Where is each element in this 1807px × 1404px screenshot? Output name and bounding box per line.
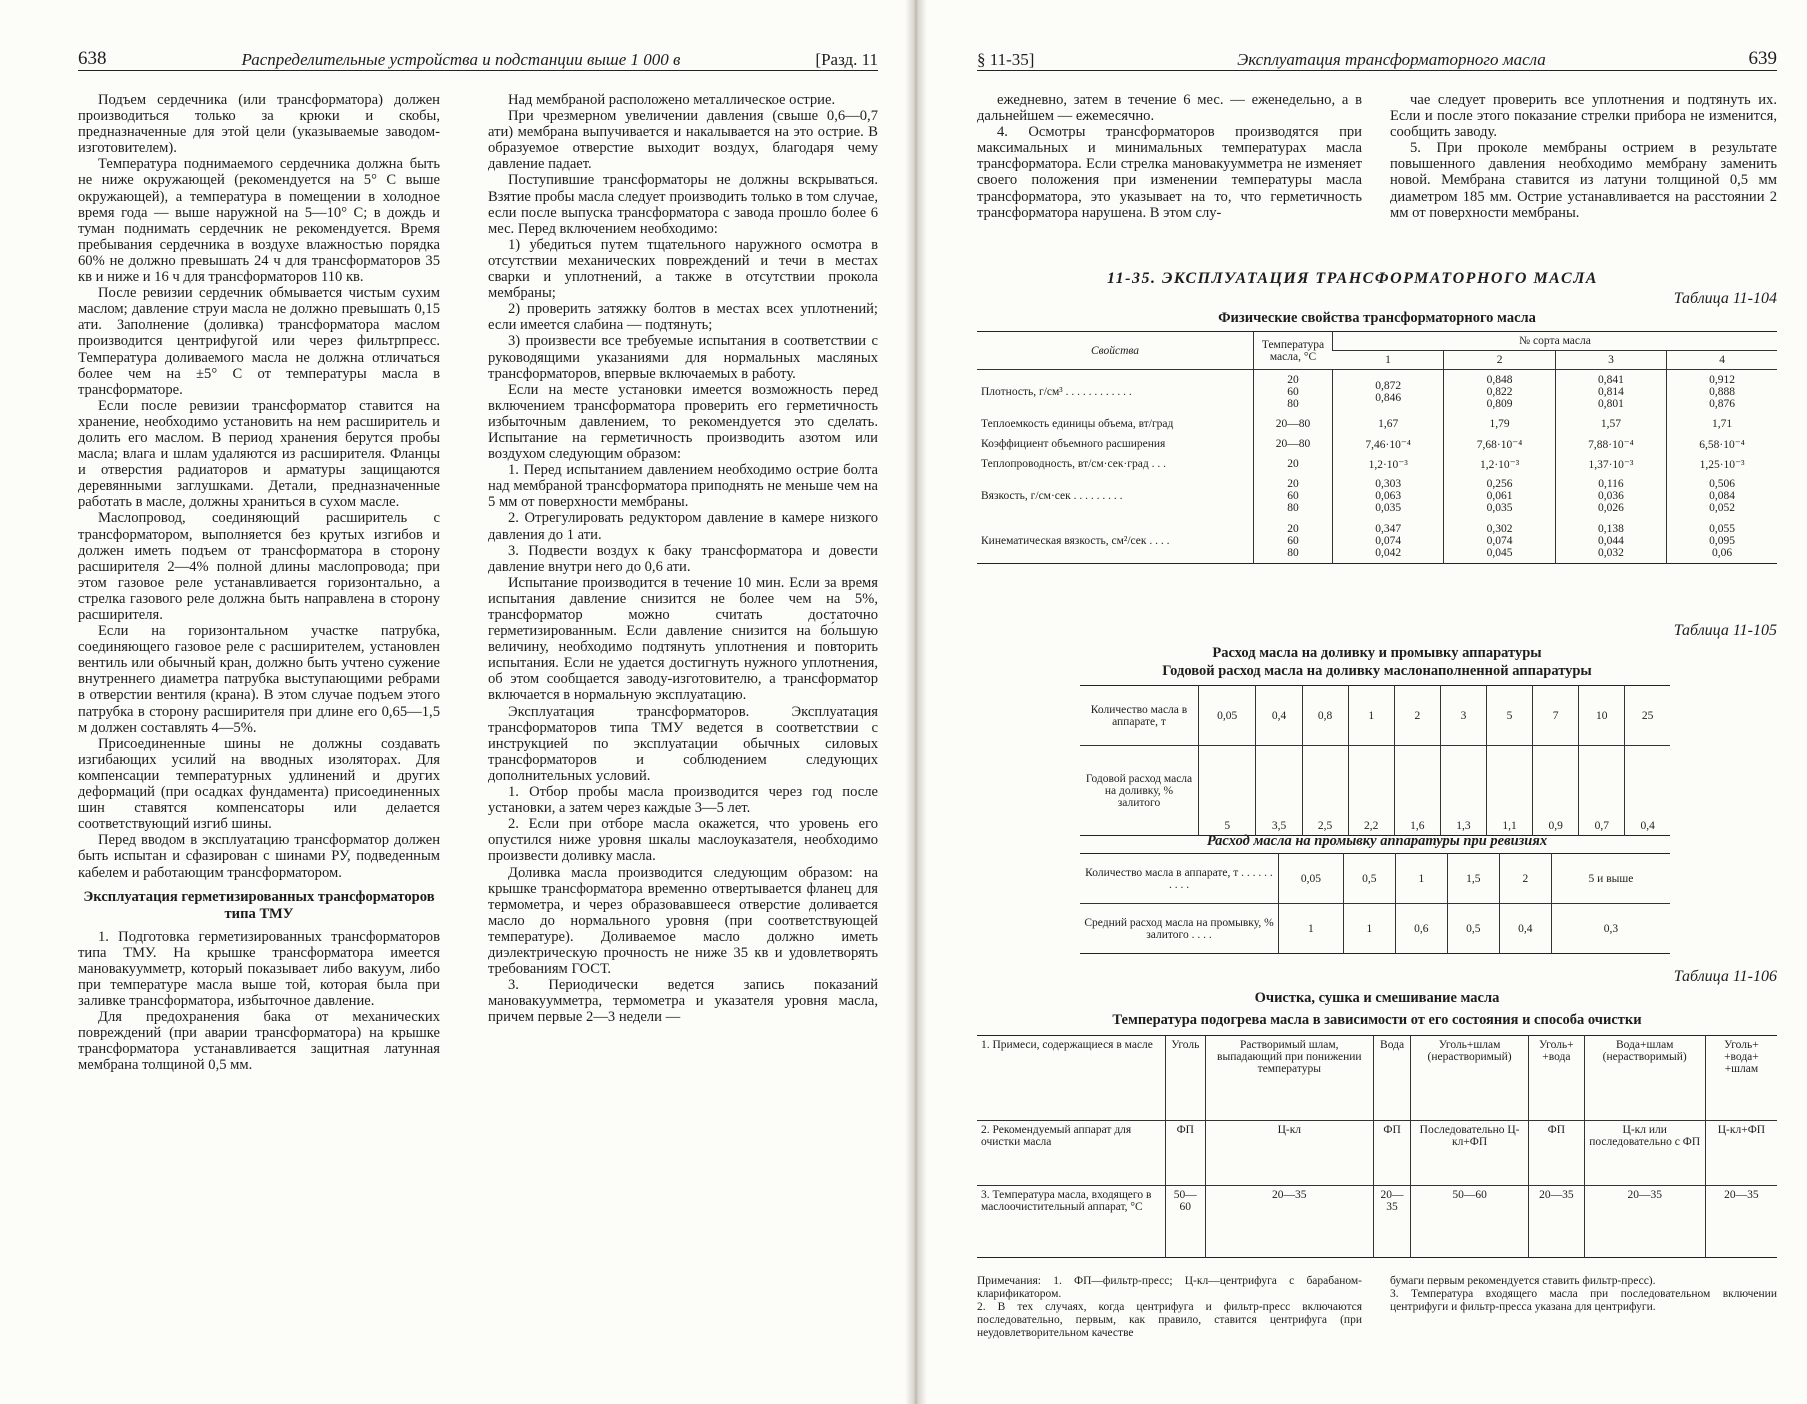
value-cell: 0,872 0,846 bbox=[1333, 370, 1444, 415]
section-ref: [Разд. 11 bbox=[815, 50, 878, 69]
table-physical-properties bbox=[977, 331, 1777, 564]
running-title: Эксплуатация трансформаторного масла bbox=[1237, 50, 1546, 69]
value-cell: Уголь+ +вода bbox=[1529, 1036, 1584, 1121]
row-label: Количество масла в аппарате, т . . . . . . . . . . bbox=[1085, 866, 1273, 891]
paragraph: 1. Подготовка герметизированных трансформаторов типа ТМУ. На крышке трансформатора имеется мановакуумметр, который показывает либо вакуум, либо при температуре масла выше той, которая была при заливке трансформатора, избыточное давление. bbox=[78, 928, 440, 1009]
table-notes-left bbox=[977, 1275, 1362, 1340]
table-row bbox=[977, 454, 1777, 474]
value-cell: 20—35 bbox=[1705, 1186, 1777, 1258]
value-cell: 20—35 bbox=[1205, 1186, 1373, 1258]
paragraph: 2. Отрегулировать редуктором давление в камере низкого давления до 1 ати. bbox=[488, 510, 878, 543]
table-caption: Таблица 11-105 bbox=[1673, 622, 1777, 639]
property-cell: Коэффициент объемного расширения bbox=[981, 437, 1166, 450]
value-cell: 0,4 bbox=[1256, 686, 1302, 746]
table-row bbox=[977, 1186, 1777, 1258]
value-cell: 3,5 bbox=[1256, 746, 1302, 836]
table-flushing bbox=[1080, 853, 1670, 954]
value-cell: 1,67 bbox=[1333, 415, 1444, 434]
value-cell: 0,9 bbox=[1533, 746, 1579, 836]
paragraph: 5. При проколе мембраны острием в результате повышенного давления необходимо мембрану заменить новой. Мембрана ставится из латуни толщиной 0,5 мм диаметром 185 мм. Острие устанавливается на расстоянии 2 мм от поверхности мембраны. bbox=[1390, 140, 1777, 221]
table-row bbox=[977, 415, 1777, 434]
value-cell: Ц-кл или последовательно с ФП bbox=[1584, 1121, 1705, 1186]
table-title: Расход масла на доливку и промывку аппаратуры bbox=[1212, 645, 1542, 661]
paragraph: Если после ревизии трансформатор ставится на хранение, необходимо установить на нем расширитель и долить его маслом. В период хранения берутся пробы масла; влага и шлам удаляются из расширителя. Фланцы и отверстия радиаторов и арматуры защищаются деревянными заглушками. Детали, предназначенные работать в масле, должны храниться в сухом масле. bbox=[78, 397, 440, 511]
property-cell: Вязкость, г/см·сек . . . . . . . . . bbox=[981, 490, 1123, 502]
value-cell: ФП bbox=[1529, 1121, 1584, 1186]
paragraph: 1. Отбор пробы масла производится через год после установки, а затем через каждые 3—5 лет. bbox=[488, 784, 878, 817]
value-cell: 0,841 0,814 0,801 bbox=[1555, 370, 1666, 415]
value-cell: 0,6 bbox=[1395, 904, 1447, 954]
value-cell: 1,1 bbox=[1487, 746, 1533, 836]
paragraph: При чрезмерном увеличении давления (свыше 0,6—0,7 ати) мембрана выпучивается и накалывается на это острие. В образуемое отверстие выходит воздух, благодаря чему давление падает. bbox=[488, 108, 878, 173]
paragraph: Маслопровод, соединяющий расширитель с трансформатором, выполняется без крутых изгибов и должен иметь подъем от трансформатора в сторону расширителя 2—4% полной длины маслопровода; при этом газовое реле устанавливается горизонтально, а стрелка газового реле должна быть направлена в сторону расширителя. bbox=[78, 510, 440, 623]
table-subtitle: Расход масла на промывку аппаратуры при ревизиях bbox=[1206, 833, 1548, 849]
right-page bbox=[927, 0, 1807, 1404]
header-grade-2: 2 bbox=[1444, 351, 1555, 370]
value-cell: Уголь+ +вода+ +шлам bbox=[1705, 1036, 1777, 1121]
value-cell: 1 bbox=[1395, 854, 1447, 904]
value-cell: 0,05 bbox=[1279, 854, 1344, 904]
table-title: Физические свойства трансформаторного масла bbox=[1218, 310, 1536, 326]
temp-cell: 20 bbox=[1254, 454, 1333, 474]
value-cell: 7 bbox=[1533, 686, 1579, 746]
table-notes-right bbox=[1390, 1275, 1777, 1314]
value-cell: 1,2·10⁻³ bbox=[1444, 454, 1555, 474]
value-cell: 7,46·10⁻⁴ bbox=[1333, 434, 1444, 454]
table-oil-cleaning bbox=[977, 1035, 1777, 1258]
row-label: Средний расход масла на промывку, % залитого . . . . bbox=[1080, 904, 1279, 954]
table-title: Очистка, сушка и смешивание масла bbox=[1254, 990, 1500, 1006]
temp-cell: 20—80 bbox=[1254, 415, 1333, 434]
value-cell: 2 bbox=[1394, 686, 1440, 746]
table-row bbox=[977, 474, 1777, 519]
row-label: Годовой расход масла на доливку, % залитого bbox=[1080, 746, 1199, 836]
page-number: 638 bbox=[78, 48, 107, 69]
property-cell: Теплоемкость единицы объема, вт/град bbox=[981, 418, 1174, 430]
value-cell: 0,7 bbox=[1579, 746, 1625, 836]
note: Примечания: 1. ФП—фильтр-пресс; Ц-кл—центрифуга с барабаном-кларификатором. bbox=[977, 1275, 1362, 1300]
header-grade-3: 3 bbox=[1555, 351, 1666, 370]
value-cell: 0,116 0,036 0,026 bbox=[1555, 474, 1666, 519]
temp-cell: 20 60 80 bbox=[1254, 370, 1333, 415]
header-property: Свойства bbox=[977, 332, 1254, 370]
table-row bbox=[977, 434, 1777, 454]
value-cell: 20—35 bbox=[1529, 1186, 1584, 1258]
running-title: Распределительные устройства и подстанции выше 1 000 в bbox=[241, 50, 681, 69]
header-grade: № сорта масла bbox=[1333, 332, 1778, 351]
table-row bbox=[977, 1121, 1777, 1186]
property-cell: Кинематическая вязкость, см²/сек . . . . bbox=[981, 534, 1170, 547]
value-cell: 1,37·10⁻³ bbox=[1555, 454, 1666, 474]
table-caption: Таблица 11-106 bbox=[1673, 968, 1777, 985]
value-cell: Последовательно Ц-кл+ФП bbox=[1411, 1121, 1529, 1186]
value-cell: 1,3 bbox=[1440, 746, 1486, 836]
paragraph: Доливка масла производится следующим образом: на крышке трансформатора временно отвертывается фланец для термометра, и через образовавшееся отверстие доливается масло до нормального уровня (при соответствующей температуре). Доливаемое масло должно иметь диэлектрическую прочность не ниже 35 кв и удовлетворять требованиям ГОСТ. bbox=[488, 864, 878, 978]
paragraph: Над мембраной расположено металлическое острие. bbox=[508, 92, 836, 108]
row-label: Количество масла в аппарате, т bbox=[1090, 703, 1188, 728]
value-cell: 0,3 bbox=[1551, 904, 1670, 954]
value-cell: 1,5 bbox=[1447, 854, 1499, 904]
row-label: 3. Температура масла, входящего в маслоочистительный аппарат, °С bbox=[977, 1186, 1166, 1258]
paragraph: 2) проверить затяжку болтов в местах всех уплотнений; если имеется слабина — подтянуть; bbox=[488, 301, 878, 334]
table-subtitle: Температура подогрева масла в зависимости от его состояния и способа очистки bbox=[1112, 1012, 1642, 1028]
paragraph: Присоединенные шины не должны создавать изгибающих усилий на вводных изоляторах. Для компенсации температурных удлинений и других деформаций (при осадках фундамента) присоединенных шин ставятся компенсаторы или делается соответствующий изгиб шины. bbox=[78, 735, 440, 833]
paragraph: 3) произвести все требуемые испытания в соответствии с руководящими указаниями для нормальных масляных трансформаторов, впервые включаемых в работу. bbox=[488, 333, 878, 382]
table-row bbox=[977, 370, 1777, 415]
page-number: 639 bbox=[1748, 48, 1777, 69]
paragraph: 3. Подвести воздух к баку трансформатора и довести давление внутри него до 0,6 ати. bbox=[488, 542, 878, 575]
value-cell: 1,57 bbox=[1555, 415, 1666, 434]
table-caption: Таблица 11-104 bbox=[1673, 290, 1777, 307]
running-head bbox=[977, 40, 1777, 71]
header-grade-1: 1 bbox=[1333, 351, 1444, 370]
row-label: 1. Примеси, содержащиеся в масле bbox=[981, 1039, 1153, 1051]
value-cell: 0,303 0,063 0,035 bbox=[1333, 474, 1444, 519]
note: бумаги первым рекомендуется ставить фильтр-пресс). bbox=[1390, 1275, 1656, 1287]
table-row bbox=[977, 1036, 1777, 1121]
value-cell: 0,302 0,074 0,045 bbox=[1444, 519, 1555, 564]
paragraph: 1. Перед испытанием давлением необходимо острие болта над мембраной трансформатора приподнять не меньше чем на 5 мм от поверхности мембраны. bbox=[488, 462, 878, 511]
table-annual-refill bbox=[1080, 685, 1670, 836]
value-cell: 1,79 bbox=[1444, 415, 1555, 434]
table-subtitle: Годовой расход масла на доливку маслонаполненной аппаратуры bbox=[1162, 663, 1592, 679]
paragraph: Если на месте установки имеется возможность перед включением трансформатора проверить его герметичность избыточным давлением, то рекомендуется это сделать. Испытание на герметичность производить азотом или воздухом следующим образом: bbox=[488, 381, 878, 463]
value-cell: 2,2 bbox=[1348, 746, 1394, 836]
value-cell: 0,5 bbox=[1343, 854, 1395, 904]
paragraph: Эксплуатация трансформаторов. Эксплуатация трансформаторов типа ТМУ ведется в соответствии с инструкцией по эксплуатации обычных силовых трансформаторов и соблюдением следующих дополнительных условий. bbox=[488, 703, 878, 784]
value-cell: 10 bbox=[1579, 686, 1625, 746]
row-label: 2. Рекомендуемый аппарат для очистки масла bbox=[977, 1121, 1166, 1186]
value-cell: 0,912 0,888 0,876 bbox=[1667, 370, 1777, 415]
temp-cell: 20 60 80 bbox=[1254, 519, 1333, 564]
value-cell: 7,88·10⁻⁴ bbox=[1555, 434, 1666, 454]
value-cell: 1,71 bbox=[1667, 415, 1777, 434]
value-cell: 1,6 bbox=[1394, 746, 1440, 836]
header-grade-4: 4 bbox=[1667, 351, 1777, 370]
value-cell: 0,506 0,084 0,052 bbox=[1667, 474, 1777, 519]
text-column-1 bbox=[977, 92, 1362, 221]
paragraph: 4. Осмотры трансформаторов производятся при максимальных и минимальных температурах масла трансформатора. Если стрелка мановакуумметра не изменяет своего положения при изменении температуры масла трансформатора, это указывает на то, что герметичность трансформатора нарушена. В этом слу- bbox=[977, 124, 1362, 221]
paragraph: Температура поднимаемого сердечника должна быть не ниже окружающей (рекомендуется на 5° С выше окружающей), а температура в помещении в холодное время года — выше наружной на 5—10° С; в дождь и туман поднимать сердечник не рекомендуется. Время пребывания сердечника в воздухе влажностью порядка 60% не должно превышать 24 ч для трансформаторов 35 кв и ниже и 16 ч для трансформаторов 110 кв. bbox=[78, 156, 440, 286]
text-column-2 bbox=[488, 92, 878, 1025]
value-cell: 5 и выше bbox=[1551, 854, 1670, 904]
text-column-2 bbox=[1390, 92, 1777, 221]
value-cell: 1 bbox=[1343, 904, 1395, 954]
paragraph: Для предохранения бака от механических повреждений (при аварии трансформатора) на крышке трансформатора устанавливается защитная латунная мембрана толщиной 0,5 мм. bbox=[78, 1009, 440, 1074]
table-row bbox=[977, 519, 1777, 564]
section-title: 11-35. ЭКСПЛУАТАЦИЯ ТРАНСФОРМАТОРНОГО МАСЛА bbox=[1107, 270, 1598, 287]
value-cell: 25 bbox=[1625, 686, 1670, 746]
value-cell: 2 bbox=[1499, 854, 1551, 904]
value-cell: ФП bbox=[1166, 1121, 1206, 1186]
value-cell: ФП bbox=[1374, 1121, 1411, 1186]
value-cell: 0,256 0,061 0,035 bbox=[1444, 474, 1555, 519]
value-cell: 1,2·10⁻³ bbox=[1333, 454, 1444, 474]
value-cell: 50—60 bbox=[1166, 1186, 1206, 1258]
temp-cell: 20—80 bbox=[1254, 434, 1333, 454]
paragraph: ежедневно, затем в течение 6 мес. — еженедельно, а в дальнейшем — ежемесячно. bbox=[977, 92, 1362, 125]
note: 2. В тех случаях, когда центрифуга и фильтр-пресс включаются последовательно, первым, как правило, ставится центрифуга (при неудовлетворительном качестве bbox=[977, 1301, 1362, 1339]
value-cell: 2,5 bbox=[1302, 746, 1348, 836]
value-cell: 1 bbox=[1279, 904, 1344, 954]
temp-cell: 20 60 80 bbox=[1254, 474, 1333, 519]
value-cell: Уголь bbox=[1166, 1036, 1206, 1121]
paragraph: 3. Периодически ведется запись показаний мановакуумметра, термометра и указателя уровня масла, причем первые 2—3 недели — bbox=[488, 977, 878, 1026]
value-cell: 0,05 bbox=[1199, 686, 1256, 746]
value-cell: 6,58·10⁻⁴ bbox=[1667, 434, 1777, 454]
paragraph: Поступившие трансформаторы не должны вскрываться. Взятие пробы масла следует производить только в том случае, если после выпуска трансформатора с завода прошло более 6 мес. Перед включением необходимо: bbox=[488, 172, 878, 237]
value-cell: 0,5 bbox=[1447, 904, 1499, 954]
value-cell: Уголь+шлам (нерастворимый) bbox=[1411, 1036, 1529, 1121]
value-cell: 20—35 bbox=[1584, 1186, 1705, 1258]
paragraph: 2. Если при отборе масла окажется, что уровень его опустился ниже уровня шкалы маслоуказателя, необходимо произвести доливку масла. bbox=[488, 816, 878, 865]
value-cell: 0,8 bbox=[1302, 686, 1348, 746]
value-cell: 1 bbox=[1348, 686, 1394, 746]
value-cell: 5 bbox=[1199, 746, 1256, 836]
subsection-heading: Эксплуатация герметизированных трансформаторов типа ТМУ bbox=[83, 888, 435, 922]
value-cell: 20—35 bbox=[1374, 1186, 1411, 1258]
paragraph: 1) убедиться путем тщательного наружного осмотра в отсутствии механических повреждений и течи в местах сварки и уплотнений, а также в отсутствии прокола мембраны; bbox=[488, 236, 878, 302]
property-cell: Теплопроводность, вт/см·сек·град . . . bbox=[981, 457, 1166, 470]
paragraph: Если на горизонтальном участке патрубка, соединяющего газовое реле с расширителем, установлен вентиль или обычный кран, должно быть учтено сужение внутреннего диаметра патрубка выступающими ребрами в отверстии вентиля (крана). В этом случае подъем этого патрубка в сторону расширителя при длине его 0,65—1,5 м должен составлять 4—5%. bbox=[78, 623, 440, 736]
value-cell: 0,138 0,044 0,032 bbox=[1555, 519, 1666, 564]
paragraph: После ревизии сердечник обмывается чистым сухим маслом; давление струи масла не должно превышать 0,15 ати. Заполнение (доливка) трансформатора маслом производится центрифугой или через фильтрпресс. Температура доливаемого масла не должна отличаться более чем на ±5° С от температуры масла в трансформаторе. bbox=[78, 285, 440, 398]
value-cell: Вода bbox=[1374, 1036, 1411, 1121]
value-cell: 3 bbox=[1440, 686, 1486, 746]
running-head bbox=[78, 40, 878, 71]
value-cell: Ц-кл+ФП bbox=[1705, 1121, 1777, 1186]
paragraph: чае следует проверить все уплотнения и подтянуть их. Если и после этого показание стрелки прибора не изменится, сообщить заводу. bbox=[1390, 92, 1777, 141]
property-cell: Плотность, г/см³ . . . . . . . . . . . . bbox=[981, 386, 1132, 399]
value-cell: Вода+шлам (нерастворимый) bbox=[1584, 1036, 1705, 1121]
note: 3. Температура входящего масла при последовательном включении центрифуги и фильтр-пресса указана для центрифуги. bbox=[1390, 1288, 1777, 1313]
value-cell: 7,68·10⁻⁴ bbox=[1444, 434, 1555, 454]
text-column-1 bbox=[78, 92, 440, 1073]
value-cell: 0,4 bbox=[1499, 904, 1551, 954]
value-cell: 5 bbox=[1487, 686, 1533, 746]
value-cell: Растворимый шлам, выпадающий при понижении температуры bbox=[1205, 1036, 1373, 1121]
header-temp: Температура масла, °С bbox=[1254, 332, 1333, 370]
value-cell: 0,4 bbox=[1625, 746, 1670, 836]
paragraph: Подъем сердечника (или трансформатора) должен производиться только за крюки и скобы, предназначенные для этой цели (указываемые заводом-изготовителем). bbox=[78, 92, 440, 157]
value-cell: 0,055 0,095 0,06 bbox=[1667, 519, 1777, 564]
book-gutter bbox=[905, 0, 927, 1404]
value-cell: 0,848 0,822 0,809 bbox=[1444, 370, 1555, 415]
value-cell: Ц-кл bbox=[1205, 1121, 1373, 1186]
value-cell: 1,25·10⁻³ bbox=[1667, 454, 1777, 474]
paragraph: Перед вводом в эксплуатацию трансформатор должен быть испытан и сфазирован с шинами РУ, подведенным кабелем и работающим трансформатором. bbox=[78, 832, 440, 881]
paragraph: Испытание производится в течение 10 мин. Если за время испытания давление снизится не более чем на 5%, трансформатор можно считать достаточно герметизированным. Если давление снизится на бо́льшую величину, необходимо подтянуть уплотнения и повторить испытания. Если не удается достигнуть нужного уплотнения, об этом сообщается заводу-изготовителю, а трансформатор включается в нормальную эксплуатацию. bbox=[488, 574, 878, 704]
section-ref: § 11-35] bbox=[977, 50, 1035, 69]
value-cell: 50—60 bbox=[1411, 1186, 1529, 1258]
value-cell: 0,347 0,074 0,042 bbox=[1333, 519, 1444, 564]
